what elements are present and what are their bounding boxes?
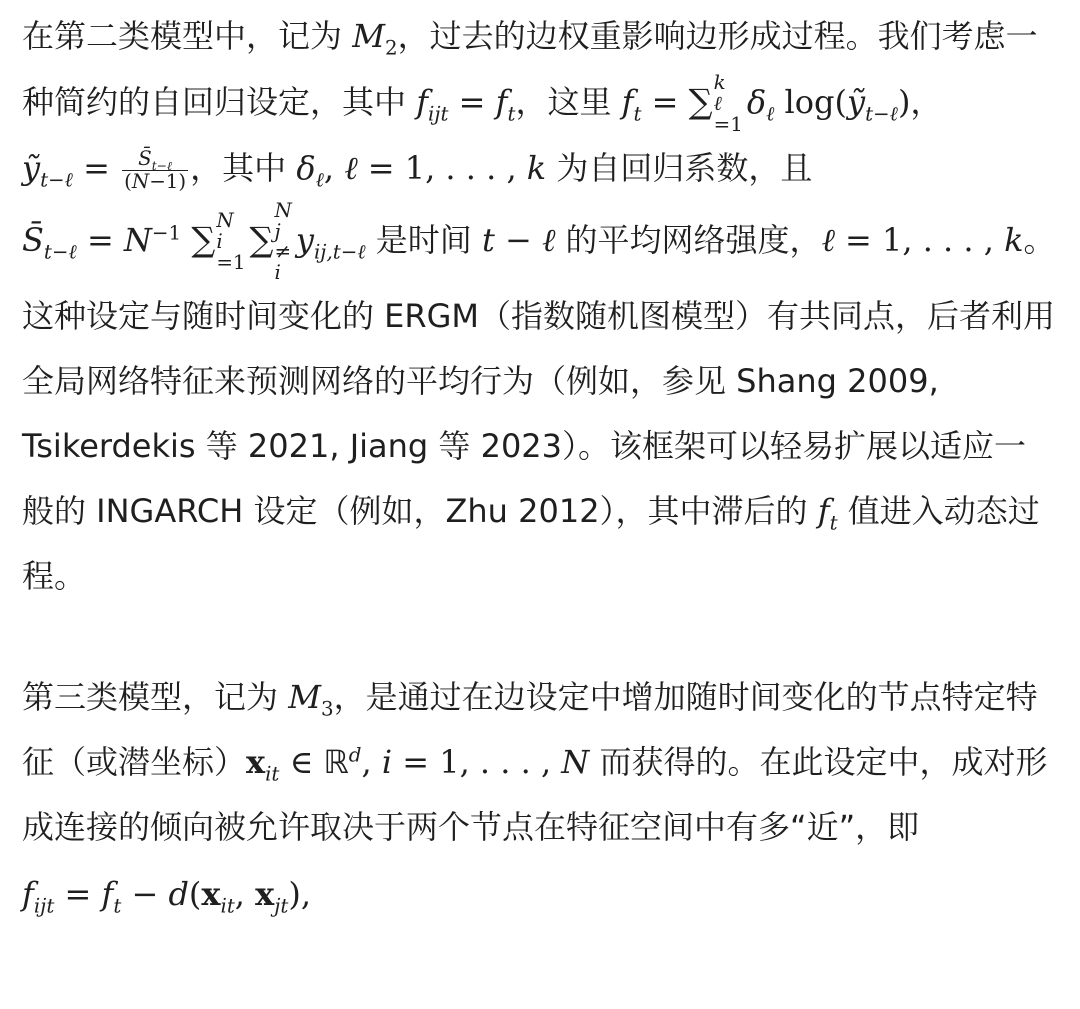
text-span: 在第二类模型中，记为 bbox=[22, 17, 353, 55]
text-span: 是时间 bbox=[365, 220, 482, 259]
math-fijt-eq-ft: $f_{ijt} = f_t$ bbox=[416, 83, 516, 126]
text-span: ， bbox=[910, 83, 943, 121]
text-span: ，这里 bbox=[515, 83, 622, 121]
equation-fijt-distance: $f_{ijt} = f_t - d(x_{it}$, $x_{jt}$), bbox=[22, 875, 311, 918]
paragraph-model-2 bbox=[22, 4, 1056, 609]
math-l-range: ℓ = 1, . . . , k bbox=[821, 220, 1024, 259]
math-xit-in-rd: $x_{it}$ ∈ ℝ$^d$, i = 1, . . . , N bbox=[246, 743, 590, 786]
text-span: 值进入动态过程。 bbox=[22, 492, 1040, 596]
math-ft: $f_t$ bbox=[817, 492, 838, 535]
text-span: 的平均网络强度， bbox=[555, 220, 822, 259]
text-span: ，过去的边权重影响边形成过程。我们考虑一种简约的自回归设定，其中 bbox=[22, 17, 1038, 121]
paragraph-gap bbox=[22, 609, 1056, 665]
text-span: ，其中 bbox=[190, 148, 297, 187]
paragraph-model-3 bbox=[22, 665, 1056, 860]
math-t-minus-l: t − ℓ bbox=[481, 220, 556, 259]
text-span: ，是通过在边设定中增加随时间变化的节点特定特征（或潜坐标） bbox=[22, 678, 1038, 782]
text-span: 第三类模型，记为 bbox=[22, 678, 289, 717]
text-span: 。这种设定与随时间变化的 ERGM（指数随机图模型）有共同点，后者利用全局网络特征来预测网络的平均行为（例如，参见 Shang 2009, Tsikerdekis 等 2021, Jiang 等 2023）。该框架可以轻易扩展以适应一般的 INGARCH 设定（例如，Zhu 2012），其中滞后的 bbox=[22, 220, 1056, 531]
math-sbar-def: $S̄_{t-\ell} = N^{-1}$ ∑ N i =1 ∑ N j ≠ i $y_{ij,t-\ell}$ bbox=[22, 198, 366, 285]
math-delta-range: $\delta_\ell$, ℓ = 1, . . . , k bbox=[296, 148, 547, 192]
math-ft-sum: $f_t$ = ∑ k ℓ =1 $\delta_\ell$ log(ỹ$_{t-\ell}$) bbox=[621, 71, 911, 136]
text-span: 为自回归系数，且 bbox=[546, 148, 813, 187]
math-m2: $M_2$ bbox=[352, 17, 398, 60]
text-span: 而获得的。在此设定中，成对形成连接的倾向被允许取决于两个节点在特征空间中有多“近”，即 bbox=[22, 743, 1048, 847]
math-m3: $M_3$ bbox=[288, 678, 334, 721]
math-ytilde-frac: ỹ$_{t-\ell}$ = $\frac{S̄_{t-\ell}}{(N-1)}$ bbox=[22, 146, 187, 193]
